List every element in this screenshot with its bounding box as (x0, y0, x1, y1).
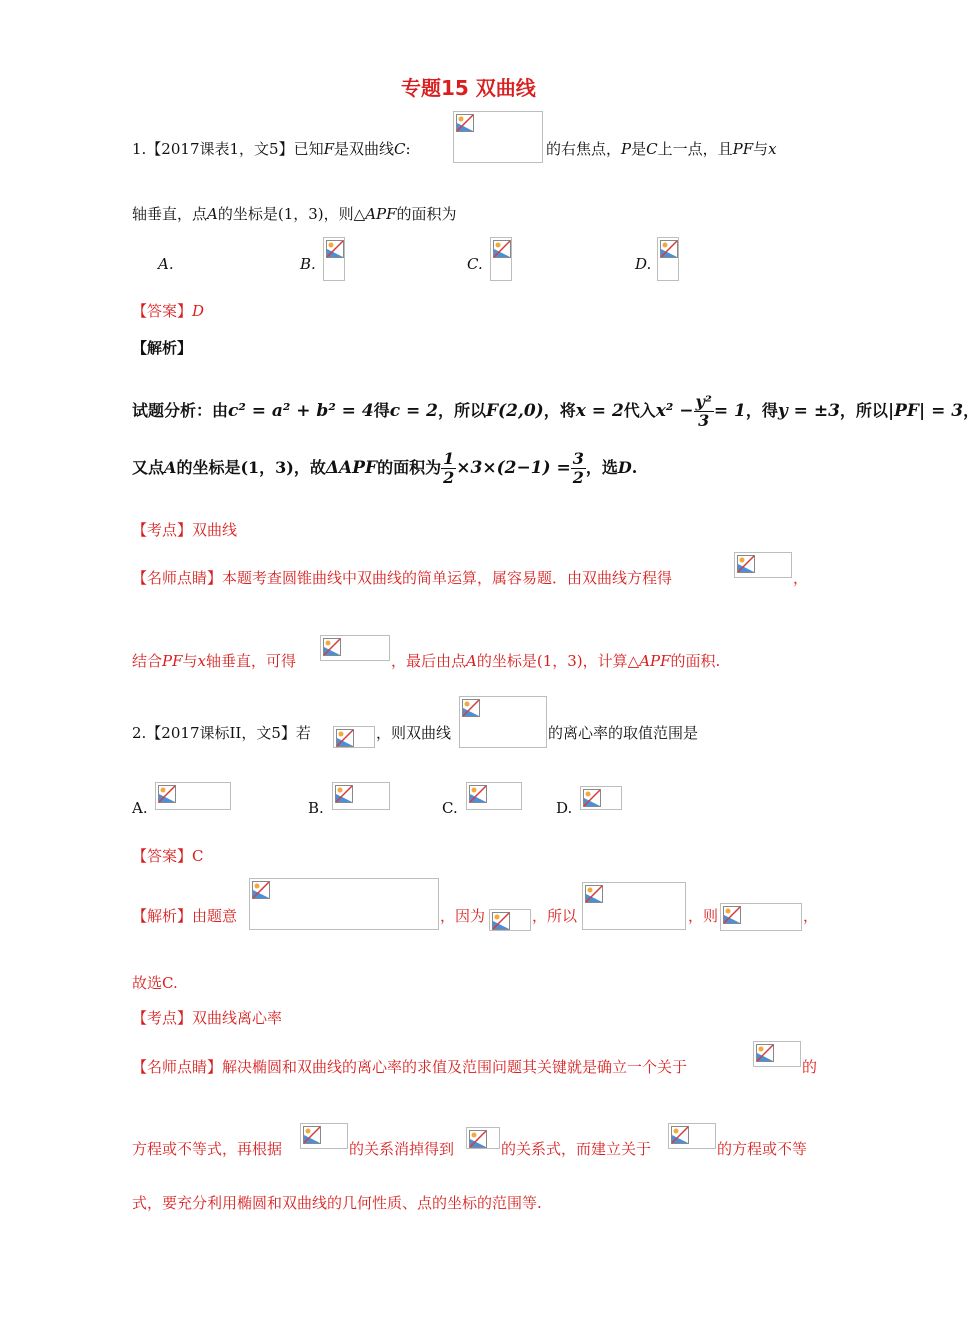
q1-tip-line2: 结合PF与x轴垂直，可得 (132, 652, 297, 670)
q2-option-c[interactable]: C. (442, 799, 458, 817)
q1-analysis-line1: 试题分析：由c² = a² + b² = 4得c = 2，所以F(2,0)，将x = 2代入x² − $\frac{\text{y²}}{3}$ = 1，得y = ±3，所以|PF| = 3， (132, 392, 979, 430)
broken-image-icon (469, 785, 487, 803)
q1-option-b-image (323, 237, 345, 281)
q1-line2: 轴垂直，点A的坐标是(1，3)，则△APF的面积为 (132, 205, 457, 223)
broken-image-icon (493, 240, 511, 258)
q2-option-b-image (332, 782, 390, 810)
q2-kaodian: 【考点】双曲线离心率 (132, 1009, 283, 1027)
q2-option-d[interactable]: D. (556, 799, 573, 817)
q2-option-d-image (580, 786, 622, 810)
broken-image-icon (462, 699, 480, 717)
broken-image-icon (252, 881, 270, 899)
q2-tip-line2-a: 方程或不等式，再根据 (132, 1140, 283, 1158)
broken-image-icon (469, 1130, 487, 1148)
q2-tip-line3: 式，要充分利用椭圆和双曲线的几何性质、点的坐标的范围等. (132, 1194, 542, 1212)
q2-analysis-image-1 (249, 878, 439, 930)
q2-tip-image-3 (466, 1127, 500, 1149)
q2-option-a-image (155, 782, 231, 810)
broken-image-icon (335, 785, 353, 803)
q2-tip-line2-c: 的关系式，而建立关于 (501, 1140, 652, 1158)
q2-answer: 【答案】C (132, 847, 204, 865)
q1-option-d[interactable]: D. (635, 255, 652, 273)
q2-line1: 2.【2017课标II，文5】若 (132, 724, 311, 742)
q2-formula-image-condition (333, 726, 375, 748)
q1-analysis-label: 【解析】 (132, 339, 193, 357)
broken-image-icon (585, 885, 603, 903)
q1-tip-formula-image-2 (320, 635, 390, 661)
q1-tip-line2-cont: ，最后由点A的坐标是(1，3)，计算△APF的面积. (391, 652, 721, 670)
broken-image-icon (756, 1044, 774, 1062)
q2-analysis-d: ，则 (688, 907, 719, 925)
q2-analysis-image-4 (720, 903, 802, 931)
q2-tip-line2-d: 的方程或不等 (717, 1140, 808, 1158)
q1-option-a[interactable]: A. (158, 255, 174, 273)
q1-option-c[interactable]: C. (467, 255, 483, 273)
q1-tip-line1: 【名师点睛】本题考查圆锥曲线中双曲线的简单运算，属容易题．由双曲线方程得 (132, 569, 673, 587)
broken-image-icon (671, 1126, 689, 1144)
q2-option-a[interactable]: A. (132, 799, 148, 817)
broken-image-icon (323, 638, 341, 656)
q2-analysis-b: ，因为 (440, 907, 486, 925)
q1-kaodian: 【考点】双曲线 (132, 521, 238, 539)
q2-tip-image-4 (668, 1123, 716, 1149)
q2-tip-image-2 (300, 1123, 348, 1149)
broken-image-icon (456, 114, 474, 132)
q2-analysis-line2: 故选C. (132, 974, 178, 992)
q2-formula-image-hyperbola (459, 696, 547, 748)
q1-line1: 1.【2017课表1，文5】已知F是双曲线C: (132, 140, 411, 158)
q2-option-b[interactable]: B. (308, 799, 324, 817)
q1-option-b[interactable]: B. (300, 255, 316, 273)
broken-image-icon (737, 555, 755, 573)
q2-line1-mid: ，则双曲线 (376, 724, 452, 742)
q2-analysis-image-2 (489, 909, 531, 931)
q2-line1-post: 的离心率的取值范围是 (548, 724, 699, 742)
fraction: $\frac{3}{2}$ (572, 449, 584, 487)
q2-option-c-image (466, 782, 522, 810)
q1-tip-line1-end: ， (793, 569, 809, 587)
broken-image-icon (492, 912, 510, 930)
q2-analysis-image-3 (582, 882, 686, 930)
q1-answer: 【答案】D (132, 302, 205, 320)
broken-image-icon (158, 785, 176, 803)
broken-image-icon (326, 240, 344, 258)
broken-image-icon (303, 1126, 321, 1144)
q1-line1-cont: 的右焦点，P是C上一点，且PF与x (546, 140, 777, 158)
q1-tip-formula-image-1 (734, 552, 792, 578)
q1-analysis-line2: 又点A的坐标是(1，3)，故ΔAPF的面积为 $\frac{1}{2}$ ×3×(2−1) = $\frac{3}{2}$ ，选D. (132, 449, 638, 487)
page-title: 专题15 双曲线 (401, 76, 536, 100)
broken-image-icon (723, 906, 741, 924)
q2-analysis-e: ， (803, 907, 819, 925)
broken-image-icon (660, 240, 678, 258)
q1-option-d-image (657, 237, 679, 281)
broken-image-icon (336, 729, 354, 747)
fraction: $\frac{1}{2}$ (443, 449, 455, 487)
broken-image-icon (583, 789, 601, 807)
q2-tip-line1-end: 的 (802, 1058, 818, 1076)
q2-tip-line2-b: 的关系消掉得到 (349, 1140, 455, 1158)
q1-option-c-image (490, 237, 512, 281)
q2-analysis-line1: 【解析】由题意 (132, 907, 238, 925)
q2-analysis-c: ，所以 (532, 907, 578, 925)
q1-formula-image-hyperbola (453, 111, 543, 163)
q2-tip-image-1 (753, 1041, 801, 1067)
fraction: $\frac{\text{y²}}{3}$ (695, 392, 712, 430)
q2-tip-line1: 【名师点睛】解决椭圆和双曲线的离心率的求值及范围问题其关键就是确立一个关于 (132, 1058, 688, 1076)
